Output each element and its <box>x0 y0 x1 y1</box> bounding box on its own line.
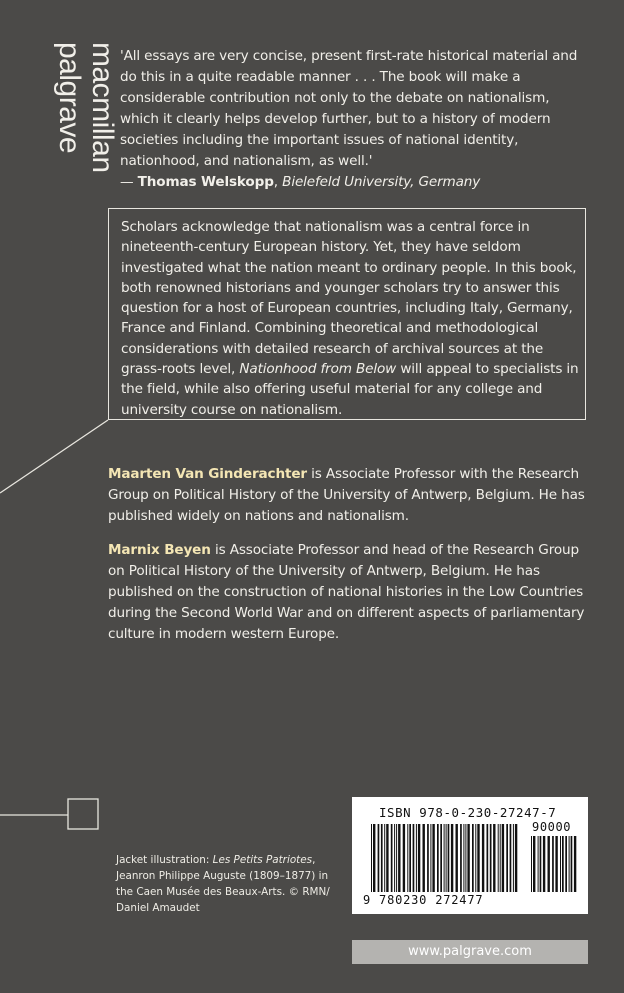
barcode-bar <box>407 824 408 892</box>
barcode-bar <box>440 824 442 892</box>
author-name: Marnix Beyen <box>108 542 211 558</box>
barcode-bar <box>384 824 385 892</box>
barcode-bar <box>487 824 489 892</box>
barcode-bar <box>500 824 501 892</box>
jacket-credit-rest: , Jeanron Philippe Auguste (1809–1877) in the Caen Musée des Beaux-Arts. © RMN/ Daniel Amaudet <box>116 854 330 914</box>
decorative-square <box>68 799 98 829</box>
barcode-bar <box>378 824 380 892</box>
blurb-book-title: Nationhood from Below <box>239 361 397 378</box>
book-blurb <box>121 217 579 420</box>
barcode-bar <box>562 836 564 892</box>
barcode-bar <box>465 824 466 892</box>
barcode-bar <box>381 824 383 892</box>
barcode-bar <box>409 824 411 892</box>
barcode-bar <box>418 824 420 892</box>
barcode-bar <box>560 836 561 892</box>
author-bio <box>108 464 590 527</box>
barcode-bar <box>448 824 450 892</box>
author-bio-text: is Associate Professor and head of the Research Group on Political History of the University of Antwerp, Belgium. He has published on the construction of national histories in the Low Countries during the Second World War and on different aspects of parliamentary culture in modern western Europe. <box>108 542 585 642</box>
palgrave-macmillan-logo <box>30 42 119 192</box>
barcode-bar <box>555 836 557 892</box>
barcode-bar <box>423 824 425 892</box>
barcode-bar <box>574 836 576 892</box>
barcode-bar <box>510 824 512 892</box>
barcode-bar <box>533 836 535 892</box>
quote-author: Thomas Welskopp <box>137 174 274 190</box>
barcode-bar <box>472 824 474 892</box>
barcode-bar <box>540 836 542 892</box>
barcode-bar <box>446 824 447 892</box>
barcode-bar <box>463 824 464 892</box>
barcode-bar <box>444 824 445 892</box>
jacket-illustration-credit <box>116 852 336 916</box>
barcode-bar <box>482 824 484 892</box>
author-bio-text: is Associate Professor with the Research Group on Political History of the University of Antwerp, Belgium. He has published widely on nations and nationalism. <box>108 466 585 524</box>
jacket-prefix: Jacket illustration: <box>116 854 213 866</box>
blurb-text-after: will appeal to specialists in the field, while also offering useful material for any college and university course on nationalism. <box>121 361 579 418</box>
barcode-bar <box>391 824 393 892</box>
publisher-website[interactable]: www.palgrave.com <box>352 940 588 964</box>
jacket-artwork-title: Les Petits Patriotes <box>212 854 313 866</box>
barcode-bar <box>456 824 458 892</box>
barcode-bar <box>437 824 439 892</box>
barcode-bar <box>386 824 388 892</box>
barcode-bar <box>394 824 395 892</box>
review-quote <box>120 46 590 193</box>
barcode-bar <box>403 824 405 892</box>
barcode-bar <box>502 824 504 892</box>
quote-text: 'All essays are very concise, present first-rate historical material and do this in a quite readable manner . . . The book will make a considerable contribution not only to the debate on nationalism, which it clearly helps develop further, but to a history of modern societies including the important issues of national identity, nationhood, and nationalism, as well.' <box>120 48 578 169</box>
barcode-bar <box>416 824 417 892</box>
barcode-bar <box>571 836 573 892</box>
barcode-bar <box>569 836 570 892</box>
barcode-bar <box>565 836 567 892</box>
barcode-graphic <box>361 820 579 908</box>
barcode-bar <box>373 824 375 892</box>
barcode-bar <box>398 824 400 892</box>
isbn-text: ISBN 978-0-230-27247-7 <box>379 805 557 820</box>
barcode-bar <box>493 824 495 892</box>
barcode-digits: 9 780230 272477 <box>363 893 484 907</box>
barcode-bar <box>413 824 415 892</box>
barcode-bar <box>371 824 372 892</box>
barcode-bar <box>396 824 397 892</box>
barcode-addon-digits: 90000 <box>532 820 572 834</box>
barcode-bar <box>477 824 479 892</box>
quote-attribution: — Thomas Welskopp, Bielefeld University, Germany <box>120 174 481 190</box>
barcode-bar <box>548 836 550 892</box>
barcode-bar <box>467 824 469 892</box>
barcode-bar <box>543 836 545 892</box>
author-name: Maarten Van Ginderachter <box>108 466 307 482</box>
barcode-bar <box>498 824 499 892</box>
logo-line-palgrave: palgrave <box>53 42 86 154</box>
isbn-barcode <box>352 797 588 914</box>
quote-dash: — <box>120 174 138 190</box>
barcode-bar <box>475 824 476 892</box>
barcode-bar <box>531 836 532 892</box>
barcode-bar <box>490 824 492 892</box>
logo-line-macmillan: macmillan <box>86 42 119 173</box>
barcode-bar <box>515 824 517 892</box>
barcode-bar <box>460 824 462 892</box>
barcode-bar <box>451 824 453 892</box>
barcode-bar <box>427 824 429 892</box>
author-bio <box>108 540 590 645</box>
blurb-text-before: Scholars acknowledge that nationalism was a central force in nineteenth-century European history. Yet, they have seldom investigated what the nation meant to ordinary people. In this book, both renowned historians and younger scholars try to answer this question for a host of European countries, including Italy, Germany, France and Finland. Combining theoretical and methodological considerations with detailed research of archival sources at the grass-roots level, <box>121 219 577 378</box>
barcode-bar <box>538 836 539 892</box>
barcode-bar <box>432 824 434 892</box>
barcode-bar <box>513 824 514 892</box>
barcode-bar <box>430 824 431 892</box>
quote-affiliation: Bielefeld University, Germany <box>282 174 481 190</box>
barcode-bar <box>552 836 554 892</box>
barcode-bar <box>506 824 508 892</box>
